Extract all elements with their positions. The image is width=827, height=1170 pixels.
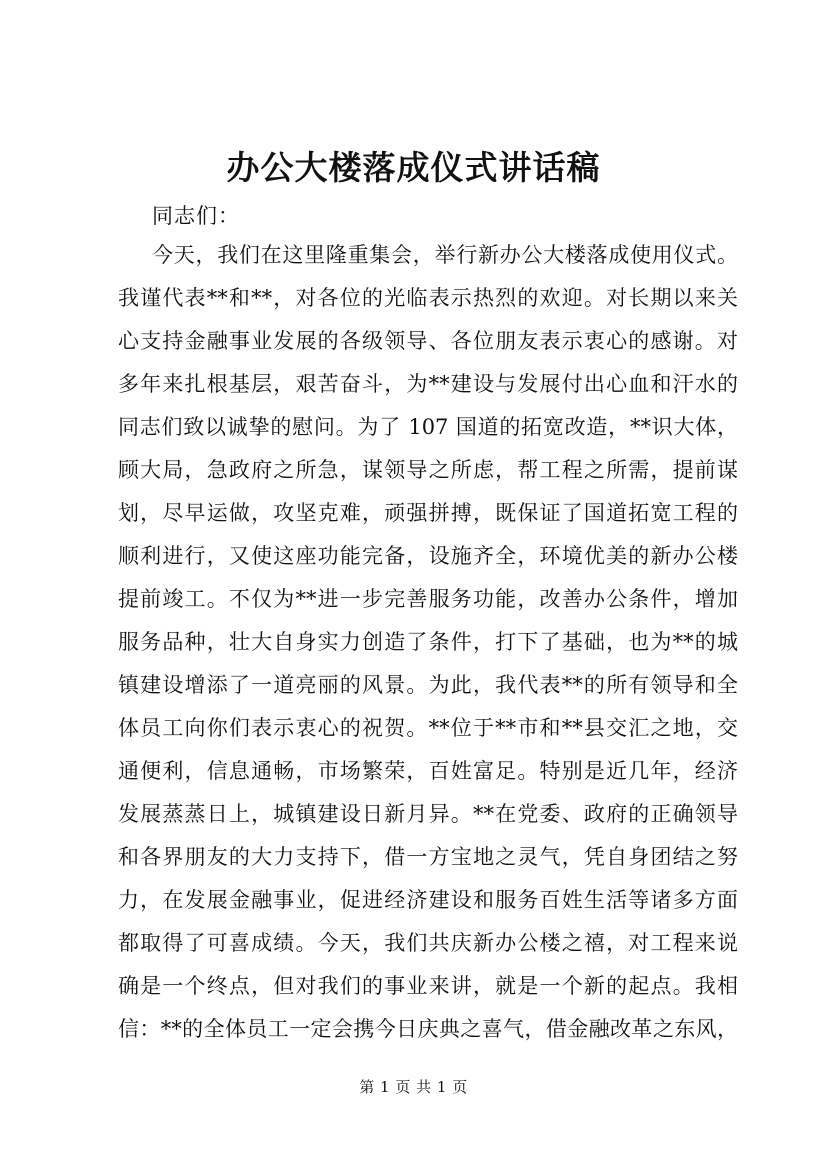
body-line: 都取得了可喜成绩。今天，我们共庆新办公楼之禧，对工程来说 [118, 931, 738, 955]
document-title: 办公大楼落成仪式讲话稿 [226, 148, 601, 187]
body-line: 顾大局，急政府之所急，谋领导之所虑，帮工程之所需，提前谋 [118, 458, 738, 482]
body-line: 确是一个终点，但对我们的事业来讲，就是一个新的起点。我相 [118, 974, 738, 998]
body-line: 划，尽早运做，攻坚克难，顽强拼搏，既保证了国道拓宽工程的 [118, 501, 738, 525]
page-number-footer: 第 1 页 共 1 页 [359, 1078, 468, 1096]
body-line: 提前竣工。不仅为**进一步完善服务功能，改善办公条件，增加 [118, 587, 738, 611]
body-line: 发展蒸蒸日上，城镇建设日新月异。**在党委、政府的正确领导 [118, 802, 738, 826]
body-line: 心支持金融事业发展的各级领导、各位朋友表示衷心的感谢。对 [118, 329, 738, 353]
body-line: 体员工向你们表示衷心的祝贺。**位于**市和**县交汇之地，交 [118, 716, 738, 740]
body-line: 和各界朋友的大力支持下，借一方宝地之灵气，凭自身团结之努 [118, 845, 738, 869]
salutation: 同志们： [152, 204, 240, 228]
body-line: 今天，我们在这里隆重集会，举行新办公大楼落成使用仪式。 [152, 243, 738, 267]
body-line: 同志们致以诚挚的慰问。为了 107 国道的拓宽改造，**识大体， [118, 415, 738, 439]
body-line: 镇建设增添了一道亮丽的风景。为此，我代表**的所有领导和全 [118, 673, 738, 697]
body-line: 力，在发展金融事业，促进经济建设和服务百姓生活等诸多方面 [118, 888, 738, 912]
body-line: 服务品种，壮大自身实力创造了条件，打下了基础，也为**的城 [118, 630, 738, 654]
body-line: 顺利进行，又使这座功能完备，设施齐全，环境优美的新办公楼 [118, 544, 738, 568]
body-line: 通便利，信息通畅，市场繁荣，百姓富足。特别是近几年，经济 [118, 759, 738, 783]
body-line: 信：**的全体员工一定会携今日庆典之喜气，借金融改革之东风， [118, 1017, 738, 1041]
body-line: 我谨代表**和**，对各位的光临表示热烈的欢迎。对长期以来关 [118, 286, 738, 310]
body-line: 多年来扎根基层，艰苦奋斗，为**建设与发展付出心血和汗水的 [118, 372, 738, 396]
